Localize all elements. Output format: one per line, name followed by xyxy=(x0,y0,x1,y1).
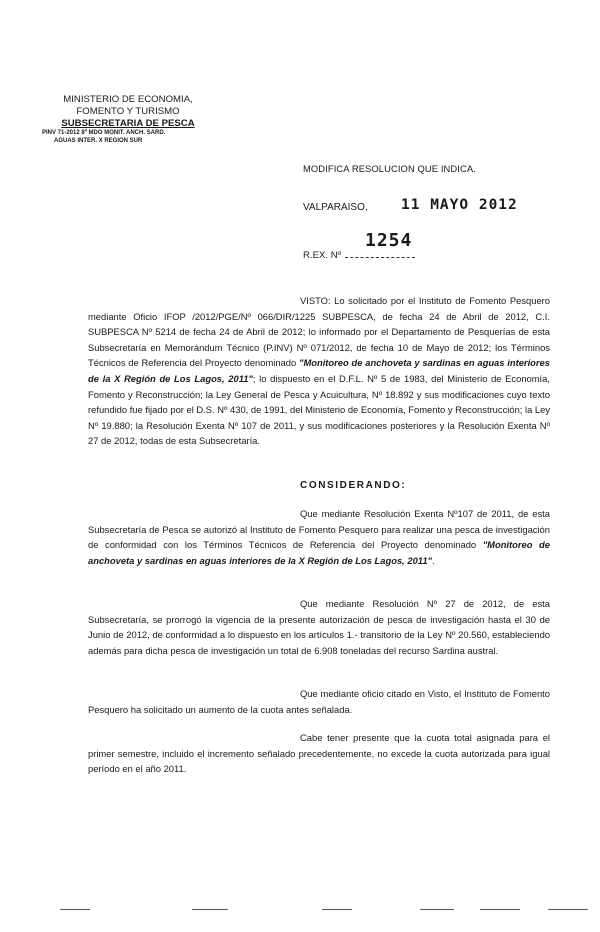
subsecretaria-line: SUBSECRETARIA DE PESCA xyxy=(61,118,195,129)
reference-code-line-2: AGUAS INTER. X REGION SUR xyxy=(54,137,143,144)
resolution-number-line xyxy=(345,257,415,258)
visto-paragraph xyxy=(88,293,550,449)
considerando-1 xyxy=(88,506,550,568)
project-title-2: "Monitoreo de anchoveta y sardinas en aguas interiores de la X Región de Los Lagos, 2011" xyxy=(88,539,550,566)
considerando-4-text: Cabe tener presente que la cuota total asignada para el primer semestre, incluido el incremento señalado precedentemente, no excede la cuota autorizada para igual período en el año 2011. xyxy=(88,732,550,775)
reference-code-line: PINV 71-2012 8º MDO MONIT. ANCH. SARD. xyxy=(42,130,166,136)
visto-lead: VISTO: xyxy=(300,295,331,306)
considerando-1-end: . xyxy=(431,554,435,566)
considerando-4 xyxy=(88,730,550,777)
considerando-3 xyxy=(88,686,550,717)
document-subject: MODIFICA RESOLUCION QUE INDICA. xyxy=(303,163,476,174)
considerando-3-text: Que mediante oficio citado en Visto, el Instituto de Fomento Pesquero ha solicitado un aumento de la cuota antes señalada. xyxy=(88,688,550,715)
place-label: VALPARAISO, xyxy=(303,202,368,213)
footer-rule-4 xyxy=(420,909,454,910)
resolution-number-stamp: 1254 xyxy=(365,230,413,251)
ministry-line: MINISTERIO DE ECONOMIA, xyxy=(63,94,193,105)
date-stamp: 11 MAYO 2012 xyxy=(401,197,518,213)
considerando-2 xyxy=(88,596,550,658)
footer-rule-5 xyxy=(480,909,520,910)
considerando-2-text: Que mediante Resolución Nº 27 de 2012, de esta Subsecretaría, se prorrogó la vigencia de la presente autorización de pesca de investigación hasta el 30 de Junio de 2012, de conformidad a lo dispuesto en los artículos 1.- transitorio de la Ley Nº 20.560, estableciendo además para dicha pesca de investigación un total de 6.908 toneladas del recurso Sardina austral. xyxy=(88,598,550,656)
footer-rule-3 xyxy=(322,909,352,910)
ministry-line-2: FOMENTO Y TURISMO xyxy=(76,106,180,117)
footer-rule xyxy=(60,909,90,910)
footer-rule-2 xyxy=(192,909,228,910)
visto-text: Lo solicitado por el Instituto de Fomento Pesquero mediante Oficio IFOP /2012/PGE/Nº 066/DIR/1225 SUBPESCA, de fecha 24 de Abril de 2012, C.I. SUBPESCA Nº 5214 de fecha 24 de Abril de 2012; lo informado por el Departamento de Pesquerías de esta Subsecretaría en Memorándum Técnico (P.INV) Nº 071/2012, de fecha 10 de Mayo de 2012; los Términos Técnicos de Referencia del Proyecto denominado xyxy=(88,295,550,369)
considerando-1-text: Que mediante Resolución Exenta Nº107 de 2011, de esta Subsecretaría de Pesca se autorizó al Instituto de Fomento Pesquero para realizar una pesca de investigación de conformidad con los Términos Técnicos de Referencia del Proyecto denominado xyxy=(88,508,550,551)
footer-rule-6 xyxy=(548,909,588,910)
considerando-heading: CONSIDERANDO: xyxy=(300,480,407,491)
letterhead xyxy=(38,94,218,145)
project-title: "Monitoreo de anchoveta y sardinas en aguas interiores de la X Región de Los Lagos, 2011" xyxy=(88,357,550,384)
resolution-label: R.EX. Nº xyxy=(303,250,342,261)
visto-text-2: ; lo dispuesto en el D.F.L. Nº 5 de 1983, del Ministerio de Economía, Fomento y Reconstrucción; la Ley General de Pesca y Acuicultura, Nº 18.892 y sus modificaciones cuyo texto refundido fue fijado por el D.S. Nº 430, de 1991, del Ministerio de Economía, Fomento y Reconstrucción; la Ley Nº 19.880; la Resolución Exenta Nº 107 de 2011, y sus modificaciones posteriores y la Resolución Exenta Nº 27 de 2012, todas de esta Subsecretaría. xyxy=(88,372,551,447)
